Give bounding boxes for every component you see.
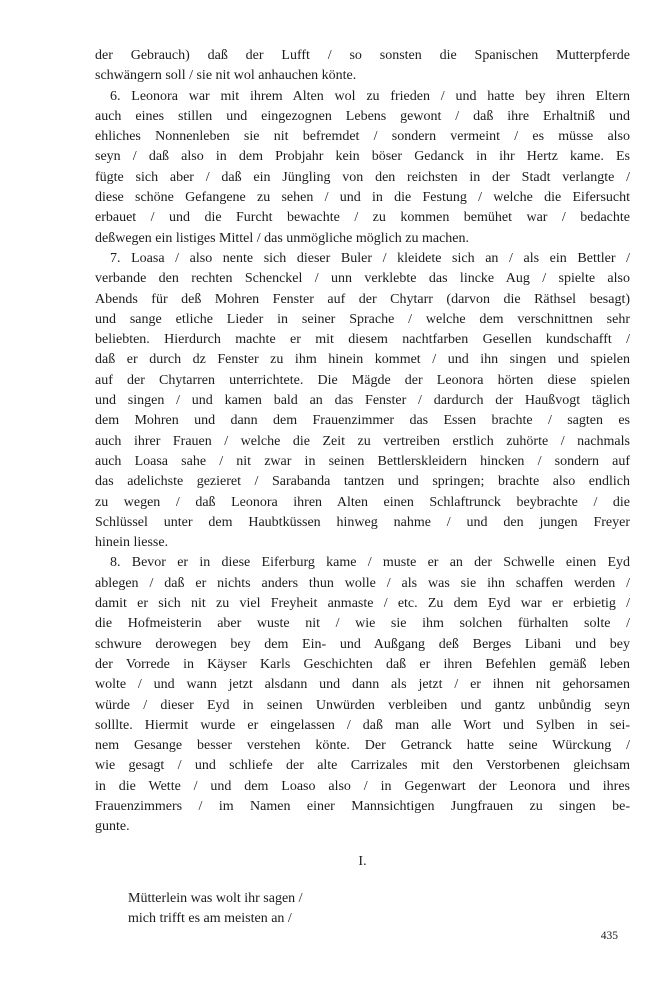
- prose-line: wolte / und wann jetzt alsdann und dann als jetzt / er ihnen nit gehorsamen: [95, 677, 630, 693]
- prose-line: der Gebrauch) daß der Lufft / so sonsten die Spanischen Mutterpferde: [95, 48, 630, 63]
- prose-line: schwure derowegen bey dem Ein- und Außgang deß Berges Libani und bey: [95, 636, 630, 652]
- prose-line: seyn / daß also in dem Probjahr kein böser Gedanck in ihr Hertz kame. Es: [95, 149, 630, 165]
- prose-line: schwängern soll / sie nit wol anhauchen könte.: [95, 68, 357, 84]
- prose-line: erbauet / und die Furcht bewachte / zu kommen bemühet war / bedachte: [95, 210, 630, 226]
- prose-line: wie gesagt / und schliefe der alte Carrizales mit den Verstorbenen gleichsam: [95, 758, 630, 774]
- prose-line: daß er durch dz Fenster zu ihm hinein kommet / und ihn singen und spielen: [95, 352, 630, 368]
- body-text: [95, 46, 630, 929]
- prose-line: beliebten. Hierdurch machte er mit diesem nachtfarben Gesellen kundschafft /: [95, 332, 630, 348]
- prose-line: ehliches Nonnenleben sie nit befremdet / sondern vermeint / es müsse also: [95, 129, 630, 145]
- prose-line: der Vorrede in Käyser Karls Geschichten daß er ihren Befehlen gemäß leben: [95, 656, 630, 672]
- section-heading: I.: [358, 853, 367, 869]
- verse-block: [95, 889, 630, 930]
- prose-line: damit er sich nit zu viel Freyheit anmaste / etc. Zu dem Eyd war er erbietig /: [95, 596, 630, 612]
- prose-line: hinein liesse.: [95, 535, 169, 551]
- prose-line: auf der Chytarren unterrichtete. Die Mägde der Leonora hörten diese spielen: [95, 372, 630, 388]
- prose-line: ablegen / daß er nichts anders thun wolle / als was sie ihn schaffen werden /: [95, 575, 630, 591]
- prose-line: nem Gesange besser verstehen könte. Der Getranck hatte seine Würckung /: [95, 738, 630, 754]
- prose-line: gunte.: [95, 819, 130, 835]
- prose-line: die Hofmeisterin aber wuste nit / wie sie ihm solchen fürhalten solte /: [95, 616, 630, 632]
- prose-line: auch ihrer Frauen / welche die Zeit zu vertreiben erstlich zuhörte / nachmals: [95, 433, 630, 449]
- prose-line: 7. Loasa / also nente sich dieser Buler / kleidete sich an / als ein Bettler /: [110, 250, 630, 266]
- prose-line: Abends für deß Mohren Fenster auf der Chytarr (darvon die Räthsel besagt): [95, 291, 630, 307]
- prose-line: Schlüssel unter dem Haubtküssen hinweg nahme / und den jungen Freyer: [95, 514, 630, 530]
- prose-line: würde / dieser Eyd in seinen Unwürden verbleiben und gantz unbůndig seyn: [95, 697, 630, 713]
- page-number: 435: [600, 930, 618, 942]
- prose-line: und singen / und kamen bald an das Fenster / dardurch der Haußvogt täglich: [95, 393, 630, 409]
- prose-line: Frauenzimmers / im Namen einer Mannsichtigen Jungfrauen zu singen be-: [95, 798, 630, 814]
- prose-line: solllte. Hiermit wurde er eingelassen / daß man alle Wort und Sylben in sei-: [95, 717, 630, 733]
- prose-line: auch Loasa sahe / nit zwar in seinen Bettlerskleidern hincken / sondern auf: [95, 453, 630, 469]
- prose-line: und sange etliche Lieder in seiner Sprache / welche dem verschnittnen sehr: [95, 311, 630, 327]
- prose-line: in die Wette / und dem Loaso also / in Gegenwart der Leonora und ihres: [95, 778, 630, 794]
- prose-line: zu wegen / daß Leonora ihren Alten einen Schlaftrunck beybrachte / die: [95, 494, 630, 510]
- prose-line: das adelichste gezieret / Sarabanda tantzen und springen; brachte also endlich: [95, 474, 630, 490]
- prose-lines: [95, 46, 630, 838]
- prose-line: dem Mohren und dann dem Frauenzimmer das Essen brachte / sagten es: [95, 413, 630, 429]
- prose-line: 8. Bevor er in diese Eiferburg kame / muste er an der Schwelle einen Eyd: [110, 555, 630, 571]
- verse-line: Mütterlein was wolt ihr sagen /: [128, 890, 303, 906]
- prose-line: fügte sich aber / daß ein Jüngling von den reichsten in der Stadt verlangte /: [95, 169, 630, 185]
- prose-line: deßwegen ein listiges Mittel / das unmögliche möglich zu machen.: [95, 230, 470, 246]
- prose-line: verbande den rechten Schenckel / unn verklebte das lincke Aug / spielte also: [95, 271, 630, 287]
- verse-line: mich trifft es am meisten an /: [128, 911, 292, 927]
- prose-line: 6. Leonora war mit ihrem Alten wol zu frieden / und hatte bey ihren Eltern: [110, 88, 630, 104]
- prose-line: diese schöne Gefangene zu sehen / und in die Festung / welche die Eifersucht: [95, 190, 630, 206]
- prose-line: auch eines stillen und eingezognen Lebens gewont / daß ihre Erhaltniß und: [95, 108, 630, 124]
